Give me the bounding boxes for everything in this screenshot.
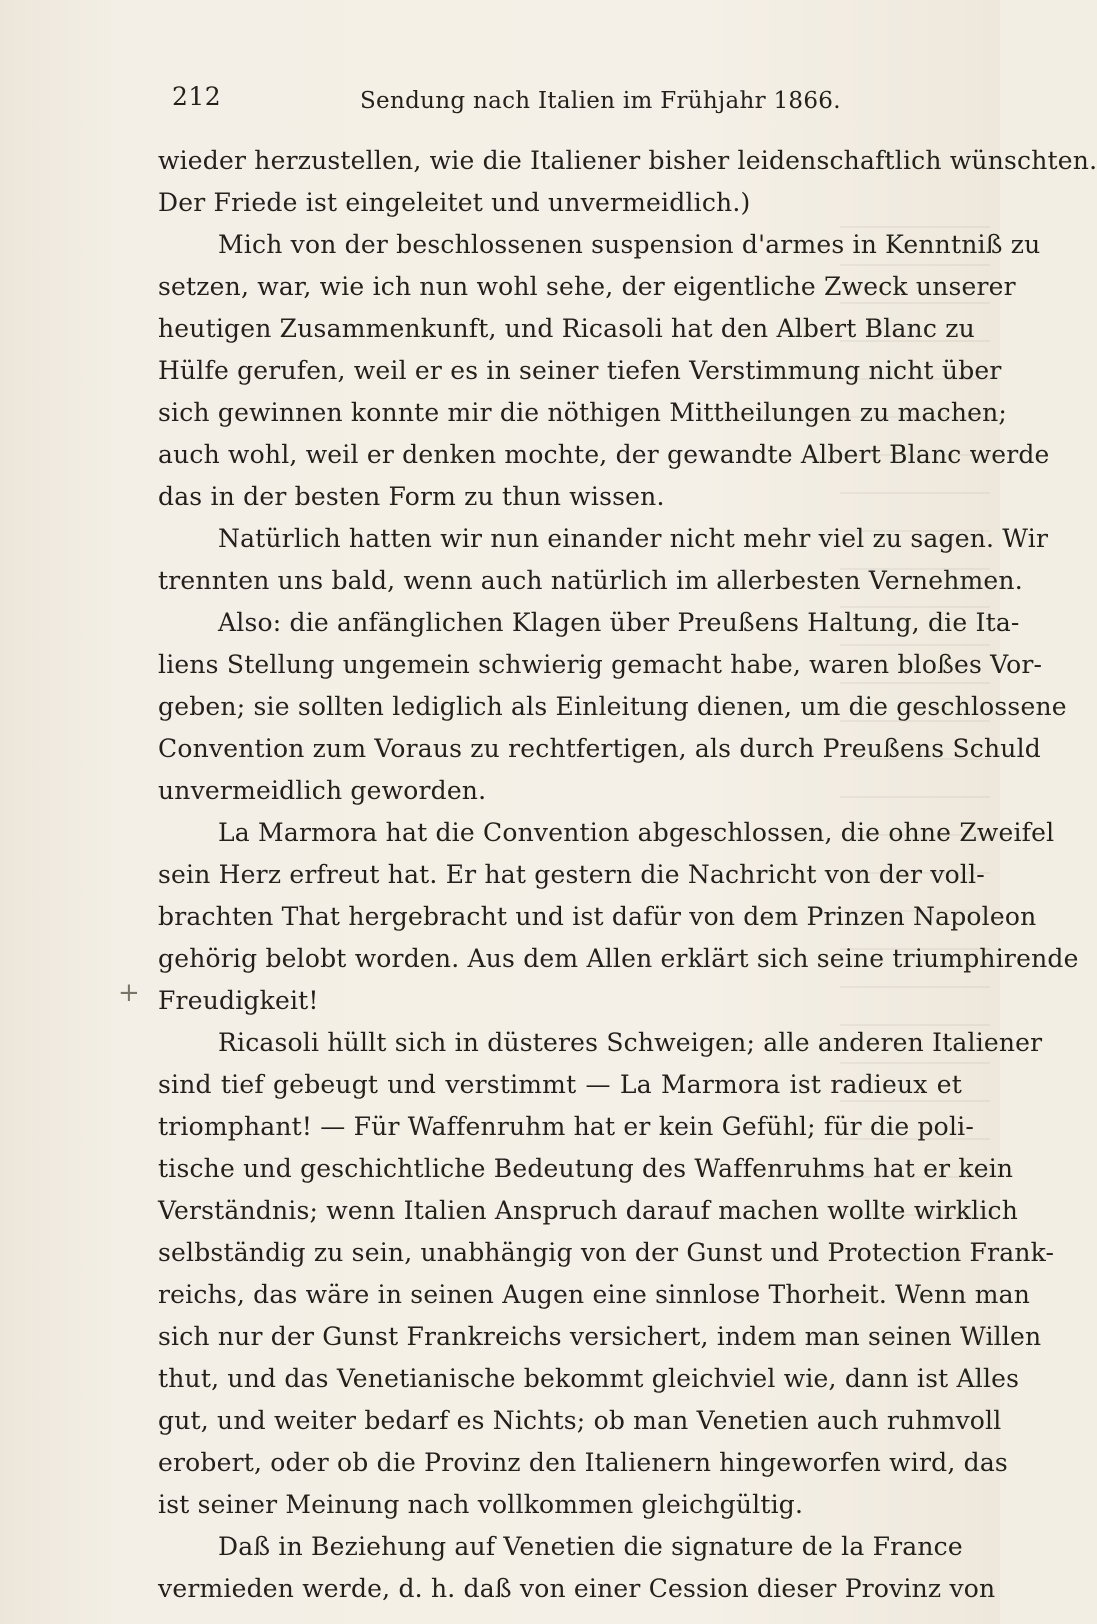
running-title: Sendung nach Italien im Frühjahr 1866. bbox=[360, 88, 841, 114]
text-line: reichs, das wäre in seinen Augen eine sinnlose Thorheit. Wenn man bbox=[158, 1280, 1031, 1309]
text-line: vermieden werde, d. h. daß von einer Cession dieser Provinz von bbox=[158, 1574, 996, 1603]
text-line: brachten That hergebracht und ist dafür von dem Prinzen Napoleon bbox=[158, 902, 1037, 931]
page-header bbox=[172, 82, 962, 118]
text-line: Ricasoli hüllt sich in düsteres Schweigen; alle anderen Italiener bbox=[218, 1028, 1043, 1057]
text-line: Der Friede ist eingeleitet und unvermeidlich.) bbox=[158, 188, 751, 217]
text-line: Daß in Beziehung auf Venetien die signature de la France bbox=[218, 1532, 963, 1561]
body-text bbox=[158, 140, 1097, 1610]
text-line: Also: die anfänglichen Klagen über Preußens Haltung, die Ita- bbox=[218, 608, 1020, 637]
text-line: unvermeidlich geworden. bbox=[158, 776, 487, 805]
text-line: tische und geschichtliche Bedeutung des Waffenruhms hat er kein bbox=[158, 1154, 1014, 1183]
text-line: setzen, war, wie ich nun wohl sehe, der eigentliche Zweck unserer bbox=[158, 272, 1016, 301]
text-line: das in der besten Form zu thun wissen. bbox=[158, 482, 665, 511]
text-line: sich nur der Gunst Frankreichs versichert, indem man seinen Willen bbox=[158, 1322, 1042, 1351]
text-line: gehörig belobt worden. Aus dem Allen erklärt sich seine triumphirende bbox=[158, 944, 1079, 973]
text-line: auch wohl, weil er denken mochte, der gewandte Albert Blanc werde bbox=[158, 440, 1050, 469]
text-line: Freudigkeit! bbox=[158, 986, 319, 1015]
text-line: geben; sie sollten lediglich als Einleitung dienen, um die geschlossene bbox=[158, 692, 1067, 721]
text-line: erobert, oder ob die Provinz den Italienern hingeworfen wird, das bbox=[158, 1448, 1008, 1477]
text-line: selbständig zu sein, unabhängig von der Gunst und Protection Frank- bbox=[158, 1238, 1055, 1267]
text-line: trennten uns bald, wenn auch natürlich im allerbesten Vernehmen. bbox=[158, 566, 1023, 595]
text-line: Hülfe gerufen, weil er es in seiner tiefen Verstimmung nicht über bbox=[158, 356, 1002, 385]
text-line: ist seiner Meinung nach vollkommen gleichgültig. bbox=[158, 1490, 804, 1519]
text-line: wieder herzustellen, wie die Italiener bisher leidenschaftlich wünschten. bbox=[158, 146, 1097, 175]
text-line: Convention zum Voraus zu rechtfertigen, als durch Preußens Schuld bbox=[158, 734, 1042, 763]
text-line: sich gewinnen konnte mir die nöthigen Mittheilungen zu machen; bbox=[158, 398, 1008, 427]
page-number: 212 bbox=[172, 82, 222, 111]
text-line: triomphant! — Für Waffenruhm hat er kein Gefühl; für die poli- bbox=[158, 1112, 974, 1141]
text-line: liens Stellung ungemein schwierig gemacht habe, waren bloßes Vor- bbox=[158, 650, 1043, 679]
text-line: gut, und weiter bedarf es Nichts; ob man Venetien auch ruhmvoll bbox=[158, 1406, 1002, 1435]
text-line: Natürlich hatten wir nun einander nicht mehr viel zu sagen. Wir bbox=[218, 524, 1049, 553]
text-line: Mich von der beschlossenen suspension d'armes in Kenntniß zu bbox=[218, 230, 1041, 259]
text-line: thut, und das Venetianische bekommt gleichviel wie, dann ist Alles bbox=[158, 1364, 1020, 1393]
text-line: La Marmora hat die Convention abgeschlossen, die ohne Zweifel bbox=[218, 818, 1055, 847]
margin-mark: + bbox=[118, 978, 140, 1008]
text-line: sein Herz erfreut hat. Er hat gestern die Nachricht von der voll- bbox=[158, 860, 985, 889]
text-line: sind tief gebeugt und verstimmt — La Marmora ist radieux et bbox=[158, 1070, 962, 1099]
text-line: heutigen Zusammenkunft, und Ricasoli hat den Albert Blanc zu bbox=[158, 314, 975, 343]
text-line: Verständnis; wenn Italien Anspruch darauf machen wollte wirklich bbox=[158, 1196, 1019, 1225]
